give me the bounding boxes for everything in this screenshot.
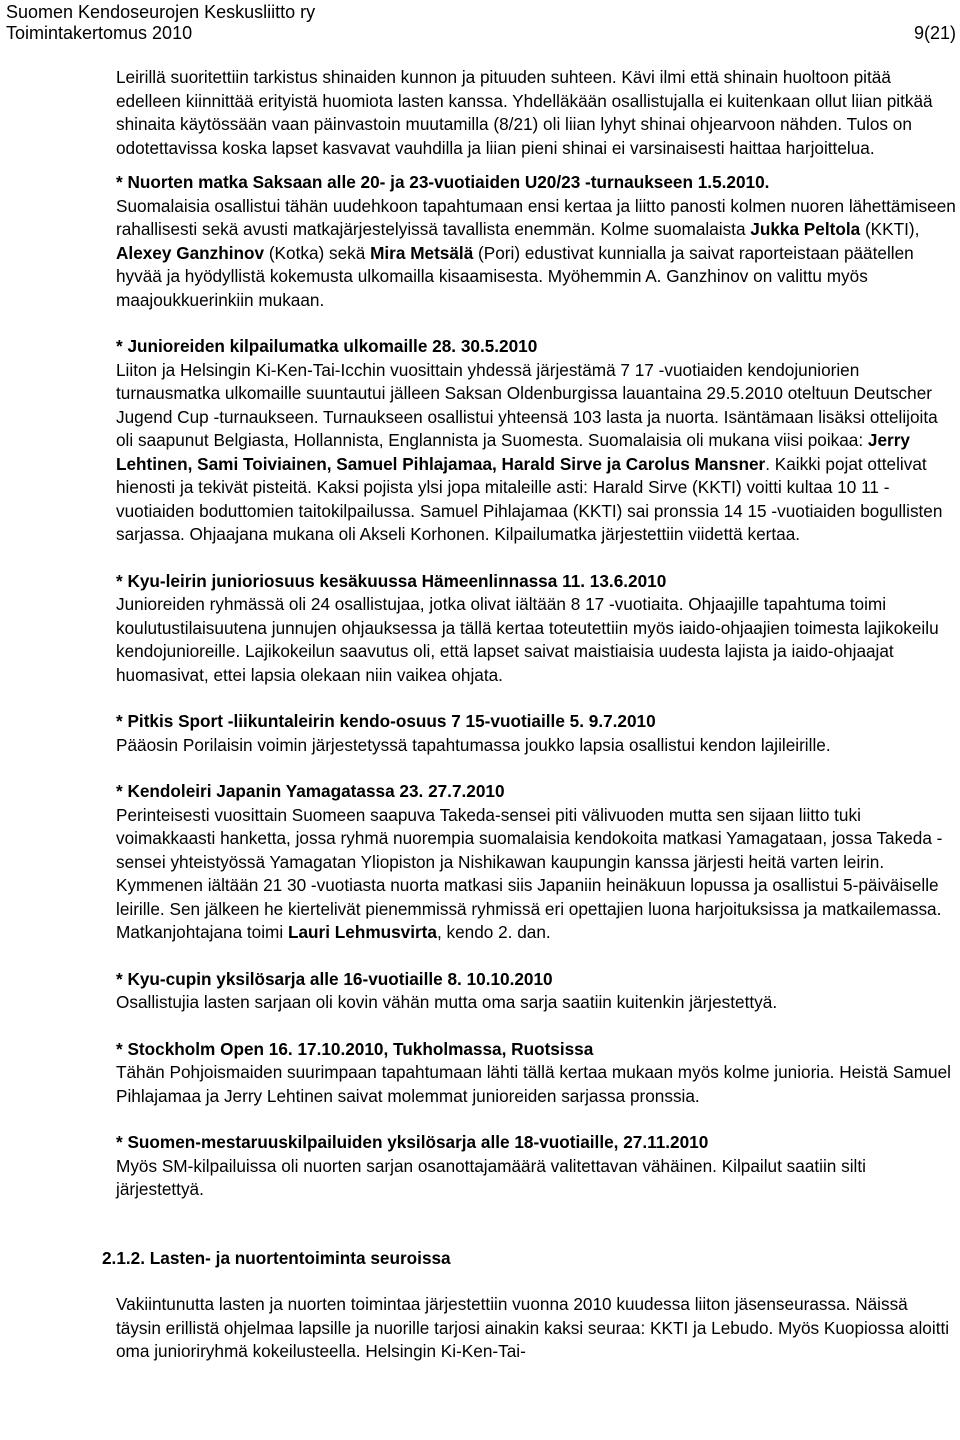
section-heading-kyu-cup: * Kyu-cupin yksilösarja alle 16-vuotiaille 8. 10.10.2010 — [116, 968, 553, 989]
page-number: 9(21) — [913, 23, 956, 43]
section-text-kyu-camp: Junioreiden ryhmässä oli 24 osallistujaa, jotka olivat iältään 8 17 -vuotiaita. Ohjaajille tapahtuma toimi koulutustilaisuutena junnujen ohjauksessa ja tällä kertaa toteutettiin myös iaido-ohjaajien toimesta lajikokeilu kendojunioreille. Lajikokeilun saavutus oli, että lapset saivat maistiaisia uudesta lajista ja iaido-ohjaajat huomasivat, ettei lapsia olekaan niin vaikea ohjata. — [116, 594, 939, 685]
document-body — [102, 66, 956, 1364]
intro-paragraph: Leirillä suoritettiin tarkistus shinaiden kunnon ja pituuden suhteen. Kävi ilmi että shinain huoltoon pitää edelleen kiinnittää erityistä huomiota lasten kanssa. Yhdelläkään osallistujalla ei kuitenkaan ollut liian pitkää shinaita käytössään vaan päinvastoin muutamilla (8/21) oli liian lyhyt shinai ohjearvoon nähden. Tulos on odotettavissa koska lapset kasvavat vauhdilla ja liian pieni shinai ei varsinaisesti haittaa harjoittelua. — [116, 67, 933, 158]
section-heading-kyu-camp: * Kyu-leirin junioriosuus kesäkuussa Hämeenlinnassa 11. 13.6.2010 — [116, 570, 667, 591]
chapter-heading-club-youth-activity: 2.1.2. Lasten- ja nuortentoiminta seuroissa — [102, 1247, 451, 1268]
section-text-junior-competition-trip: Liiton ja Helsingin Ki-Ken-Tai-Icchin vuosittain yhdessä järjestämä 7 17 -vuotiaiden kendojuniorien turnausmatka ulkomaille suuntautui jälleen Saksan Oldenburgissa lauantaina 29.5.2010 oteltuun Deutscher Jugend Cup -turnaukseen. Turnaukseen osallistui yhteensä 103 lasta ja nuorta. Isäntämaan lisäksi ottelijoita oli saapunut Belgiasta, Hollannista, Englannista ja Suomesta. Suomalaisia oli mukana viisi poikaa: Jerry Lehtinen, Sami Toiviainen, Samuel Pihlajamaa, Harald Sirve ja Carolus Mansner. Kaikki pojat ottelivat hienosti ja tekivät pisteitä. Kaksi pojista ylsi jopa mitaleille asti: Harald Sirve (KKTI) voitti kultaa 10 11 -vuotiaiden boduttomien taitokilpailussa. Samuel Pihlajamaa (KKTI) sai pronssia 14 15 -vuotiaiden bogullisten sarjassa. Ohjaajana mukana oli Akseli Korhonen. Kilpailumatka järjestettiin viidettä kertaa. — [116, 359, 943, 544]
page-header — [6, 2, 956, 44]
document-title: Toimintakertomus 2010 — [6, 23, 193, 43]
section-heading-sm-championships: * Suomen-mestaruuskilpailuiden yksilösarja alle 18-vuotiaille, 27.11.2010 — [116, 1132, 709, 1152]
section-heading-pitkis-sport: * Pitkis Sport -liikuntaleirin kendo-osuus 7 15-vuotiaille 5. 9.7.2010 — [116, 711, 656, 731]
section-text-sm-championships: Myös SM-kilpailuissa oli nuorten sarjan osanottajamäärä valitettavan vähäinen. Kilpailut saatiin silti järjestettyä. — [116, 1155, 866, 1199]
section-text-yamagata-camp: Perinteisesti vuosittain Suomeen saapuva Takeda-sensei piti välivuoden mutta sen sijaan liitto tuki voimakkaasti hanketta, jossa ryhmä nuorempia suomalaisia kendokoita matkasi Yamagataan, jossa Takeda -sensei yhteistyössä Yamagatan Yliopiston ja Nishikawan kaupungin kanssa järjesti heitä varten leirin. Kymmenen iältään 21 30 -vuotiasta nuorta matkasi siis Japaniin heinäkuun lopussa ja osallistui 5-päiväiselle leirille. Sen jälkeen he kiertelivät pienemmissä ryhmissä eri opettajien luona harjoituksissa ja matkailemassa. Matkanjohtajana toimi Lauri Lehmusvirta, kendo 2. dan. — [116, 804, 943, 942]
chapter-text-club-youth-activity: Vakiintunutta lasten ja nuorten toimintaa järjestettiin vuonna 2010 kuudessa liiton jäsenseurassa. Näissä täysin erillistä ohjelmaa lapsille ja nuorille tarjosi ainakin kaksi seuraa: KKTI ja Lebudo. Myös Kuopiossa aloitti oma junioriryhmä kokeilusteella. Helsingin Ki-Ken-Tai- — [116, 1294, 950, 1361]
section-text-stockholm-open: Tähän Pohjoismaiden suurimpaan tapahtumaan lähti tällä kertaa mukaan myös kolme junioria. Heistä Samuel Pihlajamaa ja Jerry Lehtinen saivat molemmat junioreiden sarjassa pronssia. — [116, 1062, 951, 1106]
org-name: Suomen Kendoseurojen Keskusliitto ry — [6, 2, 316, 22]
header-row — [6, 23, 956, 44]
section-heading-yamagata-camp: * Kendoleiri Japanin Yamagatassa 23. 27.7.2010 — [116, 781, 505, 801]
section-text-pitkis-sport: Pääosin Porilaisin voimin järjestetyssä tapahtumassa joukko lapsia osallistui kendon lajileirille. — [116, 734, 831, 755]
section-heading-stockholm-open: * Stockholm Open 16. 17.10.2010, Tukholmassa, Ruotsissa — [116, 1038, 594, 1059]
section-heading-junior-competition-trip: * Junioreiden kilpailumatka ulkomaille 28. 30.5.2010 — [116, 336, 538, 356]
section-heading-germany-trip: * Nuorten matka Saksaan alle 20- ja 23-vuotiaiden U20/23 -turnaukseen 1.5.2010. — [116, 172, 770, 192]
section-text-kyu-cup: Osallistujia lasten sarjaan oli kovin vähän mutta oma sarja saatiin kuitenkin järjestettyä. — [116, 992, 778, 1012]
section-text-germany-trip: Suomalaisia osallistui tähän uudehkoon tapahtumaan ensi kertaa ja liitto panosti kolmen nuoren lähettämiseen rahallisesti sekä avusti matkajärjestelyissä tavallista enemmän. Kolme suomalaista Jukka Peltola (KKTI), Alexey Ganzhinov (Kotka) sekä Mira Metsälä (Pori) edustivat kunnialla ja saivat raporteistaan päätellen hyvää ja hyödyllistä kokemusta ulkomailla kisaamisesta. Myöhemmin A. Ganzhinov on valittu myös maajoukkuerinkiin mukaan. — [116, 195, 956, 310]
